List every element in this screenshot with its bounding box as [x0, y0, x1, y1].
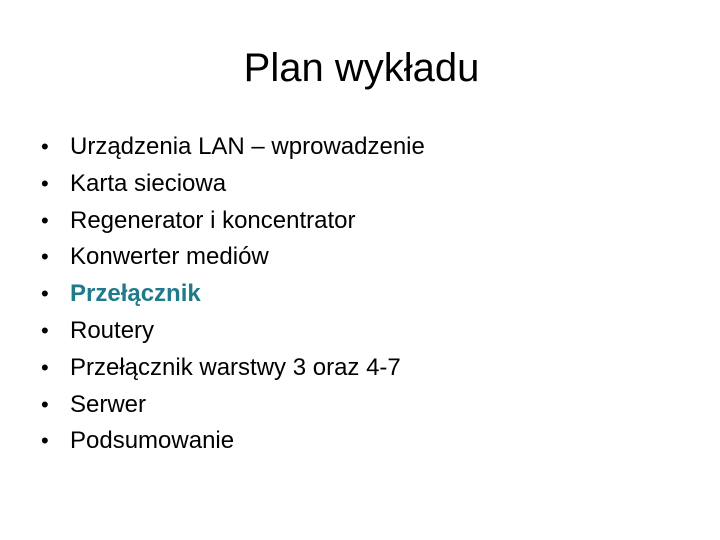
outline-item: [41, 166, 425, 203]
outline-item-label: Konwerter mediów: [70, 243, 269, 271]
outline-item: [41, 423, 425, 460]
outline-item: [41, 203, 425, 240]
outline-item-label: Przełącznik: [70, 280, 201, 308]
outline-item-current: [41, 276, 425, 313]
bullet-icon: •: [41, 317, 49, 343]
bullet-icon: •: [41, 244, 49, 270]
outline-item: [41, 313, 425, 350]
outline-item-label: Serwer: [70, 390, 147, 418]
outline-item-label: Urządzenia LAN – wprowadzenie: [70, 133, 425, 160]
outline-item-label: Przełącznik warstwy 3 oraz 4-7: [70, 353, 401, 381]
bullet-icon: •: [41, 391, 49, 417]
bullet-icon: •: [41, 207, 49, 233]
outline-item-label: Podsumowanie: [70, 427, 235, 455]
outline-item: [41, 387, 425, 424]
slide-title: Plan wykładu: [243, 46, 480, 90]
outline-item-label: Regenerator i koncentrator: [70, 206, 356, 234]
bullet-icon: •: [41, 170, 49, 196]
bullet-icon: •: [41, 354, 49, 380]
bullet-icon: •: [41, 428, 49, 454]
outline-item: [41, 239, 425, 276]
outline-item-label: Karta sieciowa: [70, 169, 227, 197]
bullet-icon: •: [41, 281, 49, 307]
outline-item-label: Routery: [70, 316, 155, 344]
lecture-outline-list: [41, 129, 425, 460]
outline-item: [41, 350, 425, 387]
outline-item: [41, 129, 425, 166]
bullet-icon: •: [41, 134, 49, 159]
